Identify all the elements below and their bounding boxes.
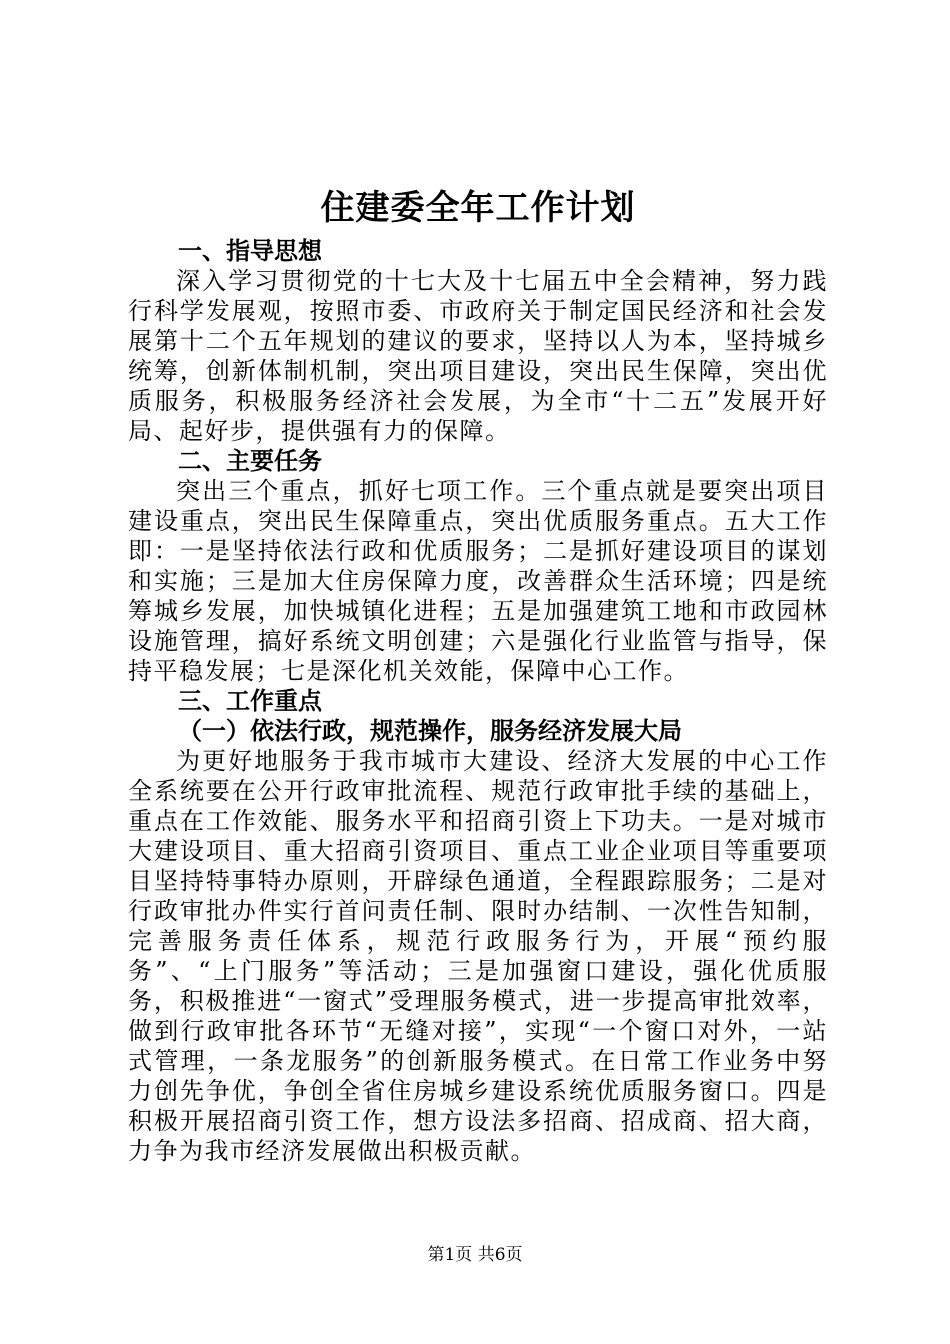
page-number-footer: 第1页 共6页 — [427, 1245, 523, 1265]
section-heading-guiding-ideology: 一、指导思想 — [178, 236, 322, 265]
section-paragraph-main-tasks: 突出三个重点，抓好七项工作。三个重点就是要突出项目建设重点，突出民生保障重点，突出优质服务重点。五大工作即：一是坚持依法行政和优质服务；二是抓好建设项目的谋划和实施；三是加大住房保障力度，改善群众生活环境；四是统筹城乡发展，加快城镇化进程；五是加强建筑工地和市政园林设施管理，搞好系统文明创建；六是强化行业监管与指导，保持平稳发展；七是深化机关效能，保障中心工作。 — [128, 477, 828, 685]
subsection-heading-lawful-administration: （一）依法行政，规范操作，服务经济发展大局 — [178, 716, 682, 745]
section-heading-work-focus: 三、工作重点 — [178, 686, 322, 715]
document-page — [128, 180, 828, 1166]
section-paragraph-guiding-ideology: 深入学习贯彻党的十七大及十七届五中全会精神，努力践行科学发展观，按照市委、市政府关于制定国民经济和社会发展第十二个五年规划的建议的要求，坚持以人为本，坚持城乡统筹，创新体制机制，突出项目建设，突出民生保障，突出优质服务，积极服务经济社会发展，为全市“十二五”发展开好局、起好步，提供强有力的保障。 — [128, 267, 828, 445]
document-title: 住建委全年工作计划 — [320, 188, 636, 228]
section-paragraph-work-focus: 为更好地服务于我市城市大建设、经济大发展的中心工作全系统要在公开行政审批流程、规范行政审批手续的基础上，重点在工作效能、服务水平和招商引资上下功夫。一是对城市大建设项目、重大招商引资项目、重点工业企业项目等重要项目坚持特事特办原则，开辟绿色通道，全程跟踪服务；二是对行政审批办件实行首问责任制、限时办结制、一次性告知制，完善服务责任体系，规范行政服务行为，开展“预约服务”、“上门服务”等活动；三是加强窗口建设，强化优质服务，积极推进“一窗式”受理服务模式，进一步提高审批效率，做到行政审批各环节“无缝对接”，实现“一个窗口对外，一站式管理，一条龙服务”的创新服务模式。在日常工作业务中努力创先争优，争创全省住房城乡建设系统优质服务窗口。四是积极开展招商引资工作，想方设法多招商、招成商、招大商，力争为我市经济发展做出积极贡献。 — [128, 747, 828, 1165]
section-heading-main-tasks: 二、主要任务 — [178, 446, 322, 475]
